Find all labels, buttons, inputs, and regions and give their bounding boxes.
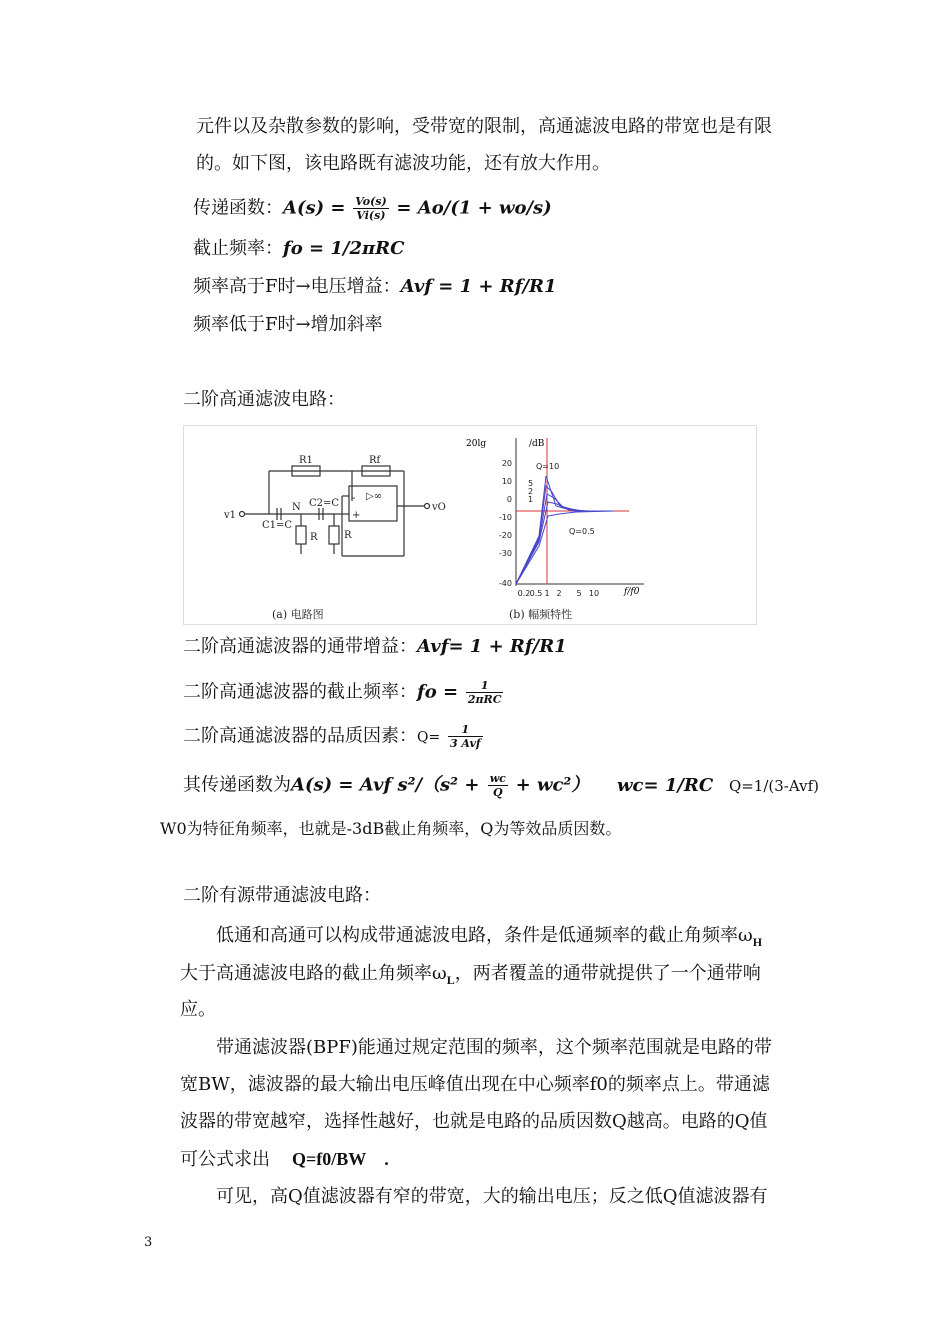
intro-line-1: 元件以及杂散参数的影响，受带宽的限制，高通滤波电路的带宽也是有限 [196,116,772,137]
caption-a: (a) 电路图 [272,608,324,621]
transfer-function-row [193,195,552,222]
intro-line-2: 的。如下图，该电路既有滤波功能，还有放大作用。 [196,153,610,174]
x-tick-label: 1 [544,589,550,598]
label-minus: - [352,493,356,504]
p2-line-3: 波器的带宽越窄，选择性越好，也就是电路的品质因数Q越高。电路的Q值 [180,1111,768,1132]
label-opamp: ▷∞ [366,491,383,502]
second-cutoff-row [183,679,505,706]
q-label-text: 二阶高通滤波器的品质因素： [183,725,417,747]
p2-line-1: 带通滤波器(BPF)能通过规定范围的频率，这个频率范围就是电路的带 [216,1037,772,1058]
cutoff-formula: fo = 1/2πRC [283,238,405,259]
transfer-den: Vi(s) [356,209,386,222]
label-r-b: R [344,530,352,541]
label-plus: + [352,510,361,521]
plot-xlabel: f/f0 [624,587,640,597]
response-plot [466,438,644,598]
second-cutoff-label: 二阶高通滤波器的截止频率： [183,681,417,703]
second-cutoff-fraction [466,679,504,706]
p1-line-2 [180,963,761,991]
low-freq-row: 频率低于F时→增加斜率 [193,314,383,335]
x-tick-label: 10 [588,589,600,598]
label-vo: vO [432,502,446,513]
label-c1: C1=C [262,520,293,531]
tf-tail: + wc²） [515,774,590,796]
y-tick-label: -10 [498,513,512,522]
passband-label: 二阶高通滤波器的通带增益： [183,636,417,657]
quality-factor-row [183,723,485,750]
q-label: 2 [528,487,534,496]
x-tick-label: 0.5 [529,589,543,598]
tf-label: 其传递函数为 [183,774,291,796]
transfer-num: Vo(s) [355,195,387,208]
p2-line-4a: 可公式求出 [180,1149,270,1170]
plot-ylabel: 20lg [466,439,487,449]
section-heading-second-order: 二阶高通滤波电路： [183,389,345,410]
label-n: N [292,502,301,513]
q-lhs: Q= [417,729,441,746]
p3-line-1: 可见，高Q值滤波器有窄的带宽，大的输出电压；反之低Q值滤波器有 [216,1186,768,1207]
q-fraction [448,723,483,750]
plot-yunit: /dB [529,439,545,449]
section-heading-bandpass: 二阶有源带通滤波电路： [183,885,381,906]
figure-svg [184,426,756,624]
label-c2: C2=C [309,498,340,509]
y-tick-label: 20 [501,459,512,468]
label-r-a: R [310,532,318,543]
p2-period: . [384,1149,389,1169]
label-rf: Rf [369,455,381,466]
q-label: Q=0.5 [569,527,595,536]
passband-gain-row [183,636,567,658]
p2-line-2: 宽BW，滤波器的最大输出电压峰值出现在中心频率f0的频率点上。带通滤 [180,1074,770,1095]
transfer-rhs: = Ao/(1 + wo/s) [396,197,552,219]
label-v1: v1 [224,510,237,521]
second-cutoff-num: 1 [466,679,504,693]
y-tick-label: -20 [498,531,512,540]
x-tick-label: 5 [576,589,582,598]
filter-figure [183,425,757,625]
w0-note: W0为特征角频率，也就是-3dB截止角频率，Q为等效品质因数。 [160,819,622,838]
high-label: 频率高于F时→电压增益： [193,276,401,297]
caption-b: (b) 幅频特性 [509,608,573,621]
p1-sub-l: L [446,973,455,987]
label-r1: R1 [299,455,313,466]
high-formula: Avf = 1 + Rf/R1 [400,276,557,297]
q-label: Q=10 [536,462,560,471]
transfer-fraction [353,195,388,222]
q-label: 5 [528,479,534,488]
p1-line-1 [216,925,762,953]
second-cutoff-lhs: fo = [417,681,459,703]
q-den: 3 Avf [449,737,481,750]
y-tick-label: 10 [501,477,512,486]
y-tick-label: -30 [498,549,512,558]
wc-formula: wc= 1/RC [617,774,714,796]
transfer-lhs: A(s) = [283,197,346,219]
cutoff-label: 截止频率： [193,238,283,259]
p2-line-4 [180,1148,389,1171]
q-label: 1 [528,495,534,504]
tf-fraction [488,772,508,799]
p1-line-2a: 大于高通滤波电路的截止角频率ω [180,963,447,984]
circuit-diagram [240,466,430,556]
p1-line-1-text: 低通和高通可以构成带通滤波电路，条件是低通频率的截止角频率ω [216,925,753,946]
tf-frac-den: Q [492,786,503,799]
x-tick-label: 0.2 [517,589,531,598]
q-num: 1 [448,723,483,737]
cutoff-row [193,238,404,260]
transfer-function-second-row [183,772,819,799]
p1-line-2b: ，两者覆盖的通带就提供了一个通带响 [454,963,761,984]
tf-frac-num: wc [489,772,506,785]
q-bw-formula: Q=f0/BW [292,1149,367,1169]
y-tick-label: -40 [498,579,512,588]
p1-sub-h: H [752,935,763,949]
p1-line-3: 应。 [180,999,216,1020]
tf-formula: A(s) = Avf s²/（s² + [291,774,486,796]
x-tick-label: 2 [556,589,562,598]
high-freq-row [193,276,557,298]
transfer-label: 传递函数： [193,197,283,219]
second-cutoff-den: 2πRC [467,693,502,706]
page-number: 3 [144,1235,153,1250]
q-formula: Q=1/(3-Avf) [728,776,819,795]
passband-formula: Avf= 1 + Rf/R1 [417,636,567,657]
y-tick-label: 0 [506,495,512,504]
